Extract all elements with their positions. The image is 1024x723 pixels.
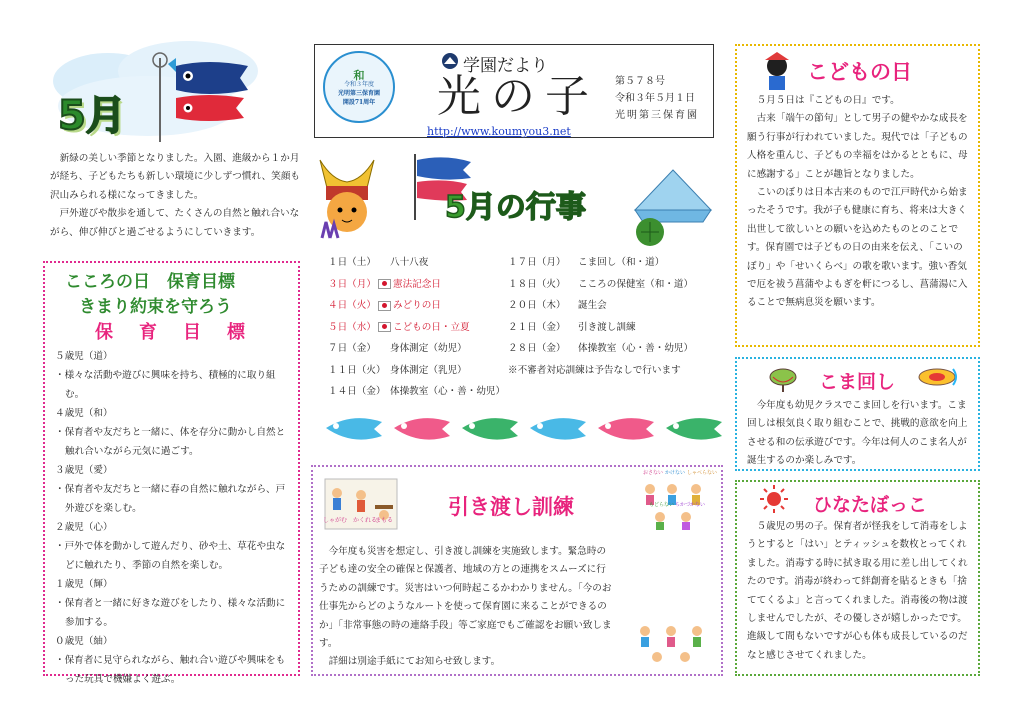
event-day: ２０日（木）: [508, 300, 566, 311]
safety-word-3: まもる: [375, 517, 394, 524]
fish-icon: [394, 418, 450, 439]
fish-icon: [462, 418, 518, 439]
event-row: [508, 338, 718, 360]
event-row: [328, 381, 508, 403]
event-note: ※不審者対応訓練は予告なしで行います: [508, 364, 681, 376]
event-day: ４日（火）: [328, 300, 376, 311]
goals-heading: 保 育 目 標: [95, 322, 249, 343]
pickup-drill-paragraph: 詳細は別途手紙にてお知らせ致します。: [328, 656, 501, 668]
events-left-column: [328, 252, 508, 403]
school-anniversary-seal: [323, 51, 395, 123]
event-day: ５日（水）: [328, 321, 376, 333]
sun-icon: [759, 484, 789, 514]
japan-flag-icon: [378, 301, 391, 311]
evacuation-rules-illustration: [631, 609, 715, 669]
newsletter-title: 光の子: [437, 71, 599, 122]
safety-word-2: かくれる: [353, 517, 378, 524]
childrens-day-paragraph: 古来「端午の節句」として男子の健やかな成長を願う行事が行われていました。現代では「子どもの人格を重んじ、子どもの幸福をはかるとともに、母に感謝する」ことが趣旨となりました。: [747, 113, 968, 180]
event-row: [328, 295, 508, 317]
event-text: こころの保健室（和・道）: [578, 278, 694, 290]
event-day: ３日（月）: [328, 278, 376, 290]
goal-line: ・保育者と一緒に好きな遊びをしたり、様々な活動に参加する。: [55, 598, 286, 628]
rule-word-4: もどらない: [649, 502, 675, 508]
school-logo-icon: [441, 52, 459, 70]
goal-line: ０歳児（紬）: [55, 636, 113, 647]
childrens-day-text: [747, 92, 969, 313]
event-day: ２８日（金）: [508, 343, 566, 354]
goal-line: ４歳児（和）: [55, 408, 113, 419]
event-text: 身体測定（乳児）: [390, 364, 467, 376]
event-row: [508, 295, 718, 317]
seal-school: 光明第三保育園: [337, 90, 380, 97]
rule-word-1: おさない: [643, 470, 664, 476]
goal-line: １歳児（輝）: [55, 579, 113, 590]
intro-paragraph: 戸外遊びや散歩を通して、たくさんの自然と触れ合いながら、伸び伸びと過ごせるようにしていきます。: [50, 208, 300, 238]
issue-number: 第５７８号: [615, 76, 665, 87]
event-row: [328, 317, 508, 339]
goal-line: ・保育者や友だちと一緒に春の自然に触れながら、戸外遊びを楽しむ。: [55, 484, 286, 514]
event-text: 身体測定（幼児）: [390, 343, 467, 354]
rule-word-3: しゃべらない: [687, 470, 718, 476]
fish-icon: [598, 418, 654, 439]
event-day: ７日（金）: [328, 343, 376, 354]
event-row: [328, 360, 508, 382]
event-text: 体操教室（心・善・幼児）: [578, 343, 694, 354]
event-text: 憲法記念日: [393, 278, 441, 290]
event-day: １８日（火）: [508, 278, 566, 290]
events-title: 5月の行事: [445, 190, 586, 225]
goal-line: ３歳児（愛）: [55, 465, 113, 476]
pickup-drill-text: [319, 543, 615, 672]
rule-word-5: ちかづかない: [675, 502, 706, 508]
seal-year: 令和３年度: [343, 81, 374, 88]
rule-word-2: かけない: [665, 470, 686, 476]
event-day: １４日（金）: [328, 386, 386, 397]
spinning-top-title: こま回し: [819, 371, 896, 393]
pickup-drill-box: [311, 465, 723, 676]
spinning-top-icon-2: [913, 363, 961, 393]
japan-flag-icon: [378, 279, 391, 289]
sunbathing-text: ５歳児の男の子。保育者が怪我をして消毒をしようとすると「はい」とティッシュを数枚とってくれました。消毒する時に拭き取る用に差し出してくれたのです。消毒が終わって絆創膏を貼るときも「捨ててくるよ」と言ってくれました。消毒後の物は渡しませんでしたが、その優しさが嬉しかったです。進級して間もないですが心も体も成長しているのだなと感じさせてくれました。: [747, 521, 968, 661]
event-text: 八十八夜: [390, 257, 429, 268]
pickup-drill-paragraph: 今年度も災害を想定し、引き渡し訓練を実施致します。緊急時の子ども達の安全の確保と保護者、地域の方との連携をスムーズに行うための訓練です。災害はいつ何時起こるかわかりません。「今のお仕事先からどのようなルートを使って保育園に来ることができるのか」「非常事態の時の連絡手段」等ご家庭でもご確認をお願い致します。: [319, 546, 612, 650]
spinning-top-text: 今年度も幼児クラスでこま回しを行います。こま回しは根気良く取り組むことで、挑戦的意欲を向上させる和の伝承遊びです。今年は何人のこま名人が誕生するのか楽しみです。: [747, 400, 968, 467]
kokoro-title: こころの日 保育目標: [65, 272, 235, 292]
spinning-top-box: [735, 357, 980, 471]
event-day: １７日（月）: [508, 257, 566, 268]
safety-word-1: しゃがむ: [323, 517, 348, 524]
website-link[interactable]: http://www.koumyou3.net: [427, 125, 571, 138]
seal-mark: 和: [353, 69, 365, 82]
goal-line: ・保育者に見守られながら、触れ合い遊びや興味をもった玩具で機嫌よく遊ぶ。: [55, 655, 286, 685]
fish-icon: [530, 418, 586, 439]
childrens-day-box: [735, 44, 980, 347]
goal-line: ・戸外で体を動かして遊んだり、砂や土、草花や虫などに触れたり、季節の自然を楽しむ。: [55, 541, 286, 571]
boy-koinobori-icon: [759, 50, 799, 94]
intro-text: [50, 150, 300, 242]
kokoro-goals-box: [43, 261, 300, 685]
event-day: １日（土）: [328, 257, 376, 268]
events-right-column: [508, 252, 718, 381]
koinobori-pole-icon: [148, 50, 258, 145]
masthead: [314, 44, 714, 138]
kabuto-paper-helmet-icon: [625, 150, 720, 250]
event-text: 体操教室（心・善・幼児）: [390, 386, 506, 397]
newsletter-subtitle: 学園だより: [463, 56, 548, 76]
goal-line: ・保育者や友だちと一緒に、体を存分に動かし自然と触れ合いながら元気に過ごす。: [55, 427, 286, 457]
issue-date: 令和３年５月１日: [615, 93, 695, 104]
koinobori-fish-row: [322, 408, 722, 450]
sunbathing-box: [735, 480, 980, 676]
goal-line: ５歳児（道）: [55, 351, 113, 362]
event-row: [508, 317, 718, 339]
fish-icon: [326, 418, 382, 439]
spinning-top-icon: [767, 365, 799, 393]
childrens-day-title: こどもの日: [807, 60, 912, 84]
event-row: [508, 274, 718, 296]
sunbathing-title: ひなたぼっこ: [813, 494, 928, 516]
seal-anniversary: 開設71周年: [342, 99, 376, 106]
japan-flag-icon: [378, 322, 391, 332]
event-text: みどりの日: [393, 300, 441, 311]
goals-list: [55, 347, 291, 689]
intro-paragraph: 新緑の美しい季節となりました。入園、進級から１か月が経ち、子どもたちも新しい環境に少しずつ慣れ、笑顔も沢山みられる様になってきました。: [50, 153, 301, 201]
event-text: こどもの日・立夏: [393, 321, 470, 333]
month-badge: 5月: [58, 93, 126, 139]
event-row: [328, 338, 508, 360]
event-row: [328, 252, 508, 274]
event-text: 誕生会: [578, 300, 607, 311]
goal-line: ２歳児（心）: [55, 522, 113, 533]
issue-info: [615, 73, 699, 124]
goal-line: ・様々な活動や遊びに興味を持ち、積極的に取り組む。: [55, 370, 276, 400]
event-text: 引き渡し訓練: [578, 321, 636, 333]
event-day: １１日（火）: [328, 364, 386, 376]
pickup-drill-title: 引き渡し訓練: [448, 495, 574, 519]
event-text: こま回し（和・道）: [578, 257, 665, 268]
event-day: ２１日（金）: [508, 321, 566, 333]
publisher: 光明第三保育園: [615, 110, 699, 121]
event-row: [508, 252, 718, 274]
event-row: [328, 274, 508, 296]
samurai-cat-illustration: [312, 150, 382, 245]
kokoro-motto: きまり約束を守ろう: [79, 297, 232, 317]
childrens-day-paragraph: ５月５日は『こどもの日』です。: [756, 95, 900, 106]
childrens-day-paragraph: こいのぼりは日本古来のもので江戸時代から始まったそうです。我が子も健康に育ち、将来は大きく出世して欲しいとの願いを込めたものとのことです。保育園では子どもの日の由来を伝え、「こいのぼり」や「せいくらべ」の歌を歌います。強い香気で厄を祓う菖蒲やよもぎを軒につるし、菖蒲湯に入ることで無病息災を願います。: [747, 187, 968, 309]
fish-icon: [666, 418, 722, 439]
